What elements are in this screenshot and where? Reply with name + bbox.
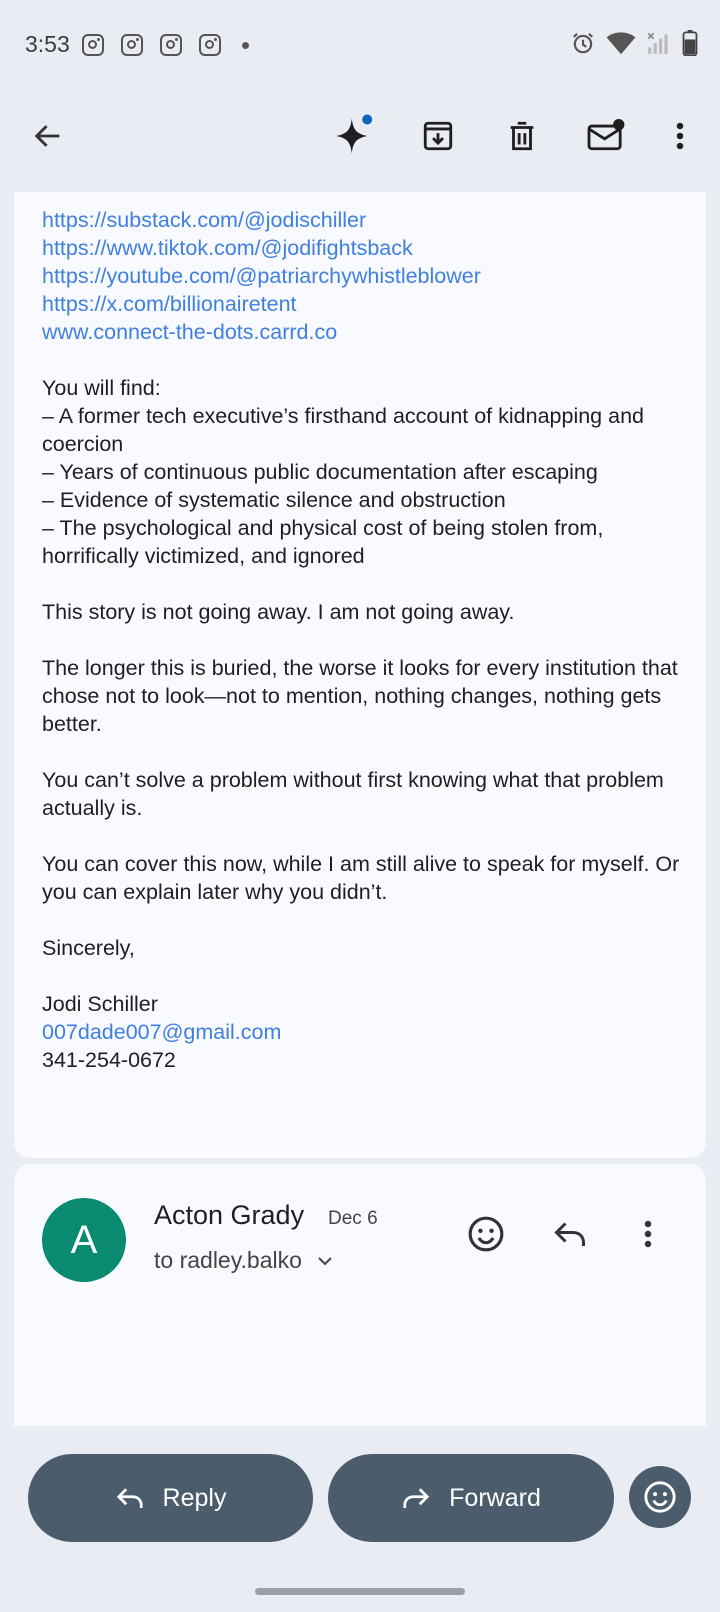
add-reaction-icon[interactable] <box>464 1212 508 1256</box>
message-paragraph: You can’t solve a problem without first knowing what that problem actually is. <box>42 768 664 820</box>
forward-label: Forward <box>449 1483 541 1512</box>
archive-icon[interactable] <box>416 114 460 158</box>
signature-phone: 341-254-0672 <box>42 1048 176 1072</box>
alarm-icon <box>570 30 596 56</box>
signature-name: Jodi Schiller <box>42 992 158 1016</box>
bottom-action-bar <box>0 1440 720 1560</box>
message-paragraph: This story is not going away. I am not going away. <box>42 600 515 624</box>
app-bar <box>0 96 720 176</box>
sender-card <box>14 1164 706 1426</box>
find-item: – The psychological and physical cost of being stolen from, horrifically victimized, and ignored <box>42 516 604 568</box>
recipients-label: to radley.balko <box>154 1247 302 1273</box>
status-time: 3:53 <box>25 31 70 57</box>
mark-unread-icon[interactable] <box>584 114 628 158</box>
smiley-icon <box>643 1480 677 1514</box>
message-paragraph: The longer this is buried, the worse it looks for every institution that chose not to look—not to mention, nothing changes, nothing gets better. <box>42 656 678 736</box>
find-item: – Evidence of systematic silence and obstruction <box>42 488 506 512</box>
instagram-icon <box>199 34 221 56</box>
emoji-reaction-button[interactable] <box>629 1466 691 1528</box>
find-item: – A former tech executive’s firsthand account of kidnapping and coercion <box>42 404 644 456</box>
sender-date: Dec 6 <box>328 1208 378 1229</box>
gemini-sparkle-icon[interactable] <box>332 114 376 158</box>
reply-icon[interactable] <box>548 1212 592 1256</box>
link-carrd[interactable]: www.connect-the-dots.carrd.co <box>42 320 338 344</box>
find-heading: You will find: <box>42 376 161 400</box>
find-item: – Years of continuous public documentation after escaping <box>42 460 598 484</box>
home-indicator[interactable] <box>255 1588 465 1595</box>
message-body <box>42 206 687 1074</box>
status-bar <box>0 0 720 90</box>
link-x[interactable]: https://x.com/billionairetent <box>42 292 297 316</box>
avatar[interactable]: A <box>42 1198 126 1282</box>
notification-dot-icon <box>242 42 249 49</box>
sender-name: Acton Grady <box>154 1200 305 1230</box>
chevron-down-icon <box>316 1255 334 1267</box>
more-vert-icon[interactable] <box>658 114 702 158</box>
reply-label: Reply <box>162 1483 227 1512</box>
reply-icon <box>115 1485 145 1511</box>
back-arrow-icon[interactable] <box>26 114 70 158</box>
forward-icon <box>401 1485 431 1511</box>
link-substack[interactable]: https://substack.com/@jodischiller <box>42 208 367 232</box>
delete-icon[interactable] <box>500 114 544 158</box>
recipients-toggle[interactable] <box>154 1247 334 1274</box>
signal-icon <box>646 30 672 56</box>
battery-icon <box>682 30 698 56</box>
message-paragraph: You can cover this now, while I am still alive to speak for myself. Or you can explain later why you didn’t. <box>42 852 680 904</box>
instagram-icon <box>160 34 182 56</box>
system-icons <box>570 30 698 56</box>
notification-icons <box>82 34 249 56</box>
signature-email-link[interactable]: 007dade007@gmail.com <box>42 1020 282 1044</box>
more-vert-icon[interactable] <box>626 1212 670 1256</box>
forward-button[interactable] <box>328 1454 614 1542</box>
closing: Sincerely, <box>42 936 135 960</box>
instagram-icon <box>121 34 143 56</box>
reply-button[interactable] <box>28 1454 313 1542</box>
link-youtube[interactable]: https://youtube.com/@patriarchywhistleblower <box>42 264 481 288</box>
link-tiktok[interactable]: https://www.tiktok.com/@jodifightsback <box>42 236 413 260</box>
wifi-icon <box>606 30 636 56</box>
instagram-icon <box>82 34 104 56</box>
message-card <box>14 192 706 1158</box>
